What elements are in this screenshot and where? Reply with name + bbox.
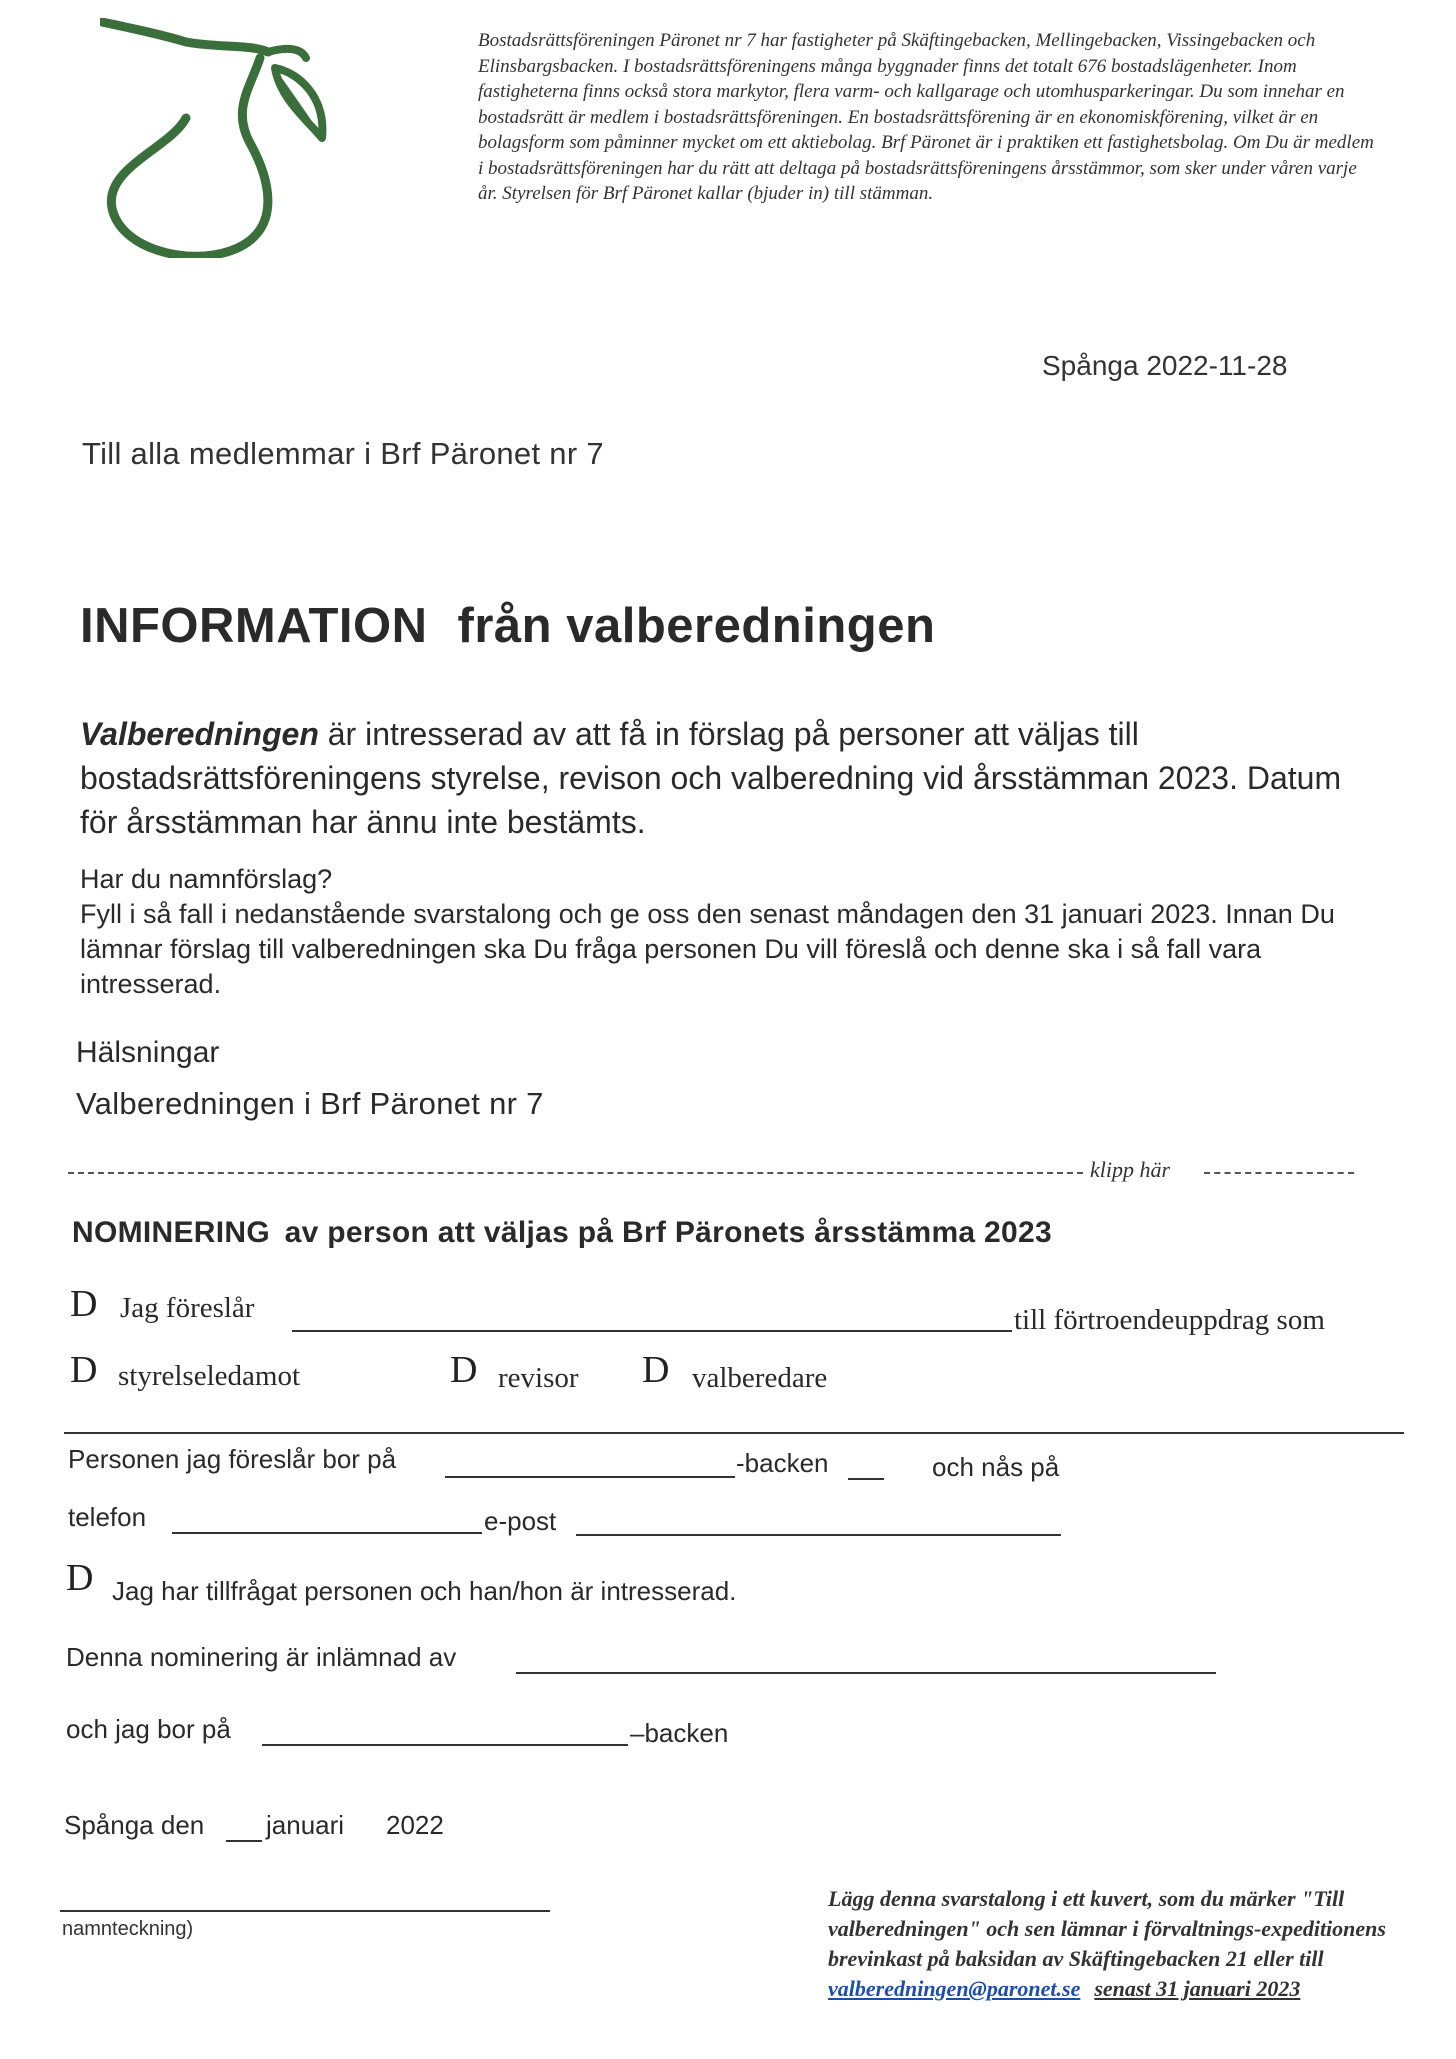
notice-deadline: senast 31 januari 2023	[1094, 1976, 1301, 2001]
title-rest: från valberedningen	[457, 599, 936, 653]
signature-label: namnteckning)	[62, 1918, 194, 1940]
role-auditor-label: revisor	[498, 1362, 579, 1394]
cut-line-end	[1204, 1172, 1354, 1174]
pear-icon	[100, 18, 330, 258]
propose-suffix: till förtroendeuppdrag som	[1014, 1304, 1325, 1336]
asked-label: Jag har tillfrågat personen och han/hon är intresserad.	[112, 1576, 737, 1606]
question-text: Har du namnförslag?	[80, 864, 333, 894]
email-label: e-post	[484, 1506, 557, 1536]
my-address-field[interactable]	[262, 1744, 628, 1746]
role-board-label: styrelseledamot	[118, 1360, 301, 1392]
address-field[interactable]	[445, 1476, 735, 1478]
phone-field[interactable]	[172, 1532, 482, 1534]
propose-label: Jag föreslår	[120, 1292, 255, 1324]
lead-text: är intresserad av att få in förslag på personer att väljas till bostadsrättsföreningens styrelse, revison och valberedning vid årsstämman 2023. Datum för årsstämman har ännu inte bestämts.	[80, 716, 1342, 840]
reach-label: och nås på	[932, 1452, 1060, 1482]
pear-logo	[100, 18, 330, 263]
submitted-label: Denna nominering är inlämnad av	[66, 1642, 457, 1672]
instructions-text: Fyll i så fall i nedanstående svarstalong och ge oss den senast måndagen den 31 januari 2023. Innan Du lämnar förslag till valberedningen ska Du fråga personen Du vill föreslå och denne ska i så fall vara intresserad.	[80, 899, 1335, 999]
my-address-label: och jag bor på	[66, 1714, 231, 1744]
cut-label: klipp här	[1090, 1157, 1171, 1182]
notice-email-link[interactable]: valberedningen@paronet.se	[828, 1976, 1081, 2001]
form-title-rest: av person att väljas på Brf Päronets årsstämma 2023	[284, 1216, 1052, 1249]
lives-label: Personen jag föreslår bor på	[68, 1444, 397, 1474]
day-field[interactable]	[226, 1840, 262, 1842]
my-backen-label: –backen	[630, 1718, 729, 1748]
return-notice	[828, 1884, 1388, 2004]
lead-bold: Valberedningen	[80, 716, 319, 752]
house-number-field[interactable]	[848, 1478, 884, 1480]
greeting: Hälsningar	[76, 1036, 220, 1069]
date-year: 2022	[386, 1810, 444, 1840]
date-month: januari	[266, 1810, 345, 1840]
cut-line	[68, 1172, 1083, 1174]
form-divider	[64, 1432, 1404, 1434]
intro-text: Bostadsrättsföreningen Päronet nr 7 har fastigheter på Skäftingebacken, Mellingebacken, Vissingebacken och Elinsbargsbacken. I bostadsrättsföreningens många byggnader finns det totalt 676 bostadslägenheter. Inom fastigheterna finns också stora markytor, flera varm- och kallgarage och utomhusparkeringar. Du som innehar en bostadsrätt är medlem i bostadsrättsföreningen. En bostadsrättsförening är en ekonomiskförening, vilket är en bolagsform som påminner mycket om ett aktiebolag. Brf Päronet är i praktiken ett fastighetsbolag. Om Du är medlem i bostadsrättsföreningen har du rätt att deltaga på bostadsrättsföreningens årsstämmor, som sker under våren varje år. Styrelsen för Brf Päronet kallar (bjuder in) till stämman.	[478, 30, 1374, 204]
date-prefix: Spånga den	[64, 1810, 205, 1840]
role-nomination-checkbox[interactable]: D	[642, 1349, 670, 1391]
instructions-block	[80, 862, 1380, 1002]
association-intro	[478, 28, 1378, 207]
role-nomination-label: valberedare	[692, 1362, 828, 1394]
signature: Valberedningen i Brf Päronet nr 7	[76, 1086, 544, 1121]
backen-label: -backen	[736, 1448, 829, 1478]
propose-checkbox[interactable]: D	[70, 1283, 98, 1325]
form-title-bold: NOMINERING	[72, 1216, 270, 1249]
propose-name-field[interactable]	[292, 1330, 1012, 1332]
letter-date: Spånga 2022-11-28	[1042, 350, 1288, 381]
phone-label: telefon	[68, 1502, 147, 1532]
form-title	[72, 1216, 1052, 1250]
page-title	[80, 598, 935, 654]
role-auditor-checkbox[interactable]: D	[450, 1349, 478, 1391]
submitted-by-field[interactable]	[516, 1672, 1216, 1674]
role-board-checkbox[interactable]: D	[70, 1349, 98, 1391]
notice-text: Lägg denna svarstalong i ett kuvert, som du märker "Till valberedningen" och sen lämnar i förvaltnings-expeditionens brevinkast på baksidan av Skäftingebacken 21 eller till	[828, 1886, 1386, 1971]
recipient-line: Till alla medlemmar i Brf Päronet nr 7	[82, 436, 604, 471]
lead-paragraph	[80, 712, 1360, 844]
title-main: INFORMATION	[80, 599, 428, 653]
asked-checkbox[interactable]: D	[66, 1557, 94, 1599]
signature-field[interactable]	[60, 1910, 550, 1912]
email-field[interactable]	[576, 1534, 1061, 1536]
